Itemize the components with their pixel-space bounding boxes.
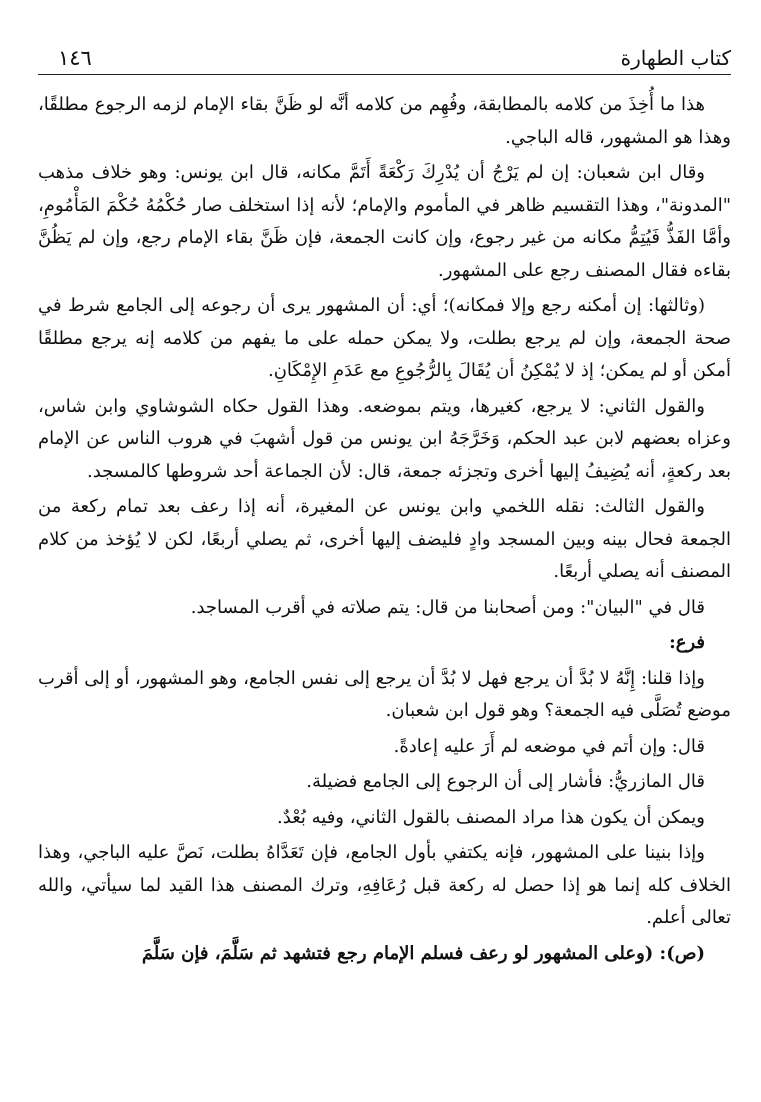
paragraph-6: قال في "البيان": ومن أصحابنا من قال: يتم صلاته في أقرب المساجد. xyxy=(190,596,705,618)
paragraph-1: هذا ما أُخِذَ من كلامه بالمطابقة، وفُهِم من كلامه أنَّه لو ظَنَّ بقاء الإمام لزمه الرجوع مطلقًا، وهذا هو المشهور، قاله الباجي. xyxy=(38,94,731,148)
paragraph-2: وقال ابن شعبان: إن لم يَرْجُ أن يُدْرِكَ رَكْعَةً أَتَمَّ مكانه، قال ابن يونس: وهو خلاف مذهب "المدونة"، وهذا التقسيم ظاهر في المأموم والإمام؛ لأنه إذا استخلف صار حُكْمُهُ حُكْمَ المَأْمُومِ، وأمَّا الفَذُّ فَيُتِمُّ مكانه من غير رجوع، وإن كانت الجمعة، فإن ظَنَّ بقاء الإمام رجع، وإن لم يَظُنَّ بقاءه فقال المصنف رجع على المشهور. xyxy=(38,162,731,281)
paragraph-5: والقول الثالث: نقله اللخمي وابن يونس عن المغيرة، أنه إذا رعف بعد تمام ركعة من الجمعة فحال بينه وبين المسجد وادٍ فليضف إليها أخرى، ثم يصلي أربعًا، لكن لا يُؤخذ من كلام المصنف أنه يصلي أربعًا. xyxy=(38,496,731,582)
book-title: كتاب الطهارة xyxy=(620,46,731,70)
final-line: (ص): (وعلى المشهور لو رعف فسلم الإمام رجع فتشهد ثم سَلَّمَ، فإن سَلَّمَ xyxy=(141,942,705,964)
paragraph-9: قال المازريُّ: فأشار إلى أن الرجوع إلى الجامع فضيلة. xyxy=(306,771,705,792)
paragraph-11: وإذا بنينا على المشهور، فإنه يكتفي بأول الجامع، فإن تَعَدَّاهُ بطلت، نَصَّ عليه الباجي، وهذا الخلاف كله إنما هو إذا حصل له ركعة قبل رُعَافِهِ، وترك المصنف هذا القيد لما سيأتي، والله تعالى أعلم. xyxy=(38,842,731,928)
fara-heading: فرع: xyxy=(669,632,705,653)
paragraph-4: والقول الثاني: لا يرجع، كغيرها، ويتم بموضعه. وهذا القول حكاه الشوشاوي وابن شاس، وعزاه بعضهم لابن عبد الحكم، وَخَرَّجَهُ ابن يونس من قول أشهبَ في هروب الناس عن الإمام بعد ركعةٍ، أنه يُضِيفُ إليها أخرى وتجزئه جمعة، قال: لأن الجماعة أحد شروطها كالمسجد. xyxy=(38,395,731,482)
page-number: ١٤٦ xyxy=(58,46,92,70)
paragraph-8: قال: وإن أتم في موضعه لم أَرَ عليه إعادةً. xyxy=(393,735,705,757)
paragraph-7: وإذا قلنا: إِنَّهُ لا بُدَّ أن يرجع فهل لا بُدَّ أن يرجع إلى نفس الجامع، وهو المشهور، أو إلى أقرب موضع تُصَلَّى فيه الجمعة؟ وهو قول ابن شعبان. xyxy=(38,667,731,721)
paragraph-3: (وثالثها: إن أمكنه رجع وإلا فمكانه)؛ أي: أن المشهور يرى أن رجوعه إلى الجامع شرط في صحة الجمعة، وإن لم يرجع بطلت، ولا يمكن حمله على ما يفهم من كلامه إنه يرجع مطلقًا أمكن أو لم يمكن؛ إذ لا يُمْكِنُ أن يُقَالَ بِالرُّجُوعِ مع عَدَمِ الإِمْكَانِ. xyxy=(38,295,731,381)
running-header xyxy=(38,44,731,75)
body-text xyxy=(38,89,731,970)
paragraph-10: ويمكن أن يكون هذا مراد المصنف بالقول الثاني، وفيه بُعْدٌ. xyxy=(277,806,705,828)
